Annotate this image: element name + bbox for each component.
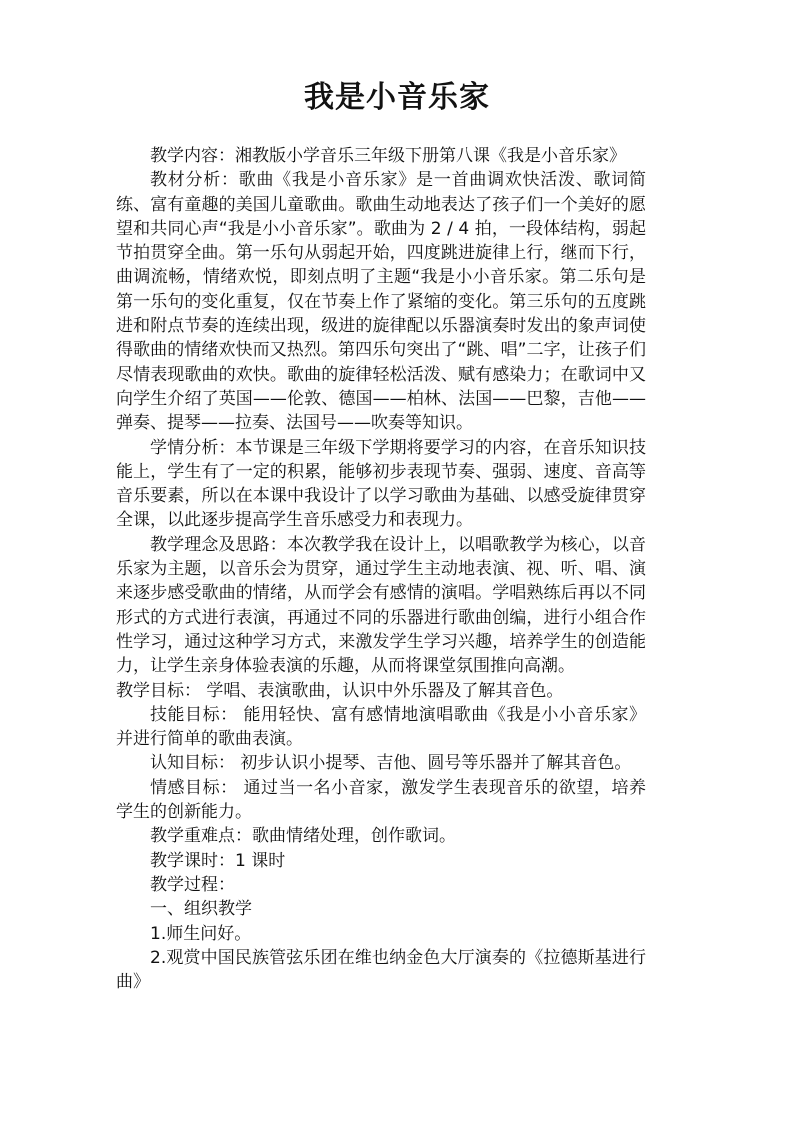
paragraph-emotional-objectives: 情感目标： 通过当一名小音家，激发学生表现音乐的欲望，培养学生的创新能力。: [116, 777, 646, 823]
paragraph-cognitive-objectives: 认知目标： 初步认识小提琴、吉他、圆号等乐器并了解其音色。: [150, 753, 632, 774]
paragraph-key-difficulties: 教学重难点：歌曲情绪处理，创作歌词。: [150, 826, 456, 847]
paragraph-teaching-process: 教学过程：: [150, 874, 235, 895]
paragraph-section-heading: 一、组织教学: [150, 899, 252, 920]
paragraph-step-1: 1.师生问好。: [150, 923, 252, 944]
paragraph-step-2: 2.观赏中国民族管弦乐团在维也纳金色大厅演奏的《拉德斯基进行曲》: [116, 947, 646, 993]
document-title: 我是小音乐家: [304, 80, 490, 115]
paragraph-material-analysis: 教材分析：歌曲《我是小音乐家》是一首曲调欢快活泼、歌词简练、富有童趣的美国儿童歌曲。歌曲生动地表达了孩子们一个美好的愿望和共同心声“我是小小音乐家”。歌曲为 2 / 4 拍，一段体结构，弱起节拍贯穿全曲。第一乐句从弱起开始，四度跳进旋律上行，继而下行，曲调流畅，情绪欢悦，即刻点明了主题“我是小小音乐家。第二乐句是第一乐句的变化重复，仅在节奏上作了紧缩的变化。第三乐句的五度跳进和附点节奏的连续出现，级进的旋律配以乐器演奏时发出的象声词使得歌曲的情绪欢快而又热烈。第四乐句突出了“跳、唱”二字，让孩子们尽情表现歌曲的欢快。歌曲的旋律轻松活泼、赋有感染力；在歌词中又向学生介绍了英国——伦敦、德国——柏林、法国——巴黎，吉他——弹奏、提琴——拉奏、法国号——吹奏等知识。: [116, 170, 646, 434]
paragraph-student-analysis: 学情分析：本节课是三年级下学期将要学习的内容，在音乐知识技能上，学生有了一定的积累，能够初步表现节奏、强弱、速度、音高等音乐要素，所以在本课中我设计了以学习歌曲为基础、以感受旋律贯穿全课，以此逐步提高学生音乐感受力和表现力。: [116, 437, 646, 531]
paragraph-teaching-philosophy: 教学理念及思路：本次教学我在设计上，以唱歌教学为核心，以音乐家为主题，以音乐会为贯穿，通过学生主动地表演、视、听、唱、演来逐步感受歌曲的情绪，从而学会有感情的演唱。学唱熟练后再以不同形式的方式进行表演，再通过不同的乐器进行歌曲创编，进行小组合作性学习，通过这种学习方式，来激发学生学习兴趣，培养学生的创造能力，让学生亲身体验表演的乐趣，从而将课堂氛围推向高潮。: [116, 534, 646, 677]
paragraph-skill-objectives: 技能目标： 能用轻快、富有感情地演唱歌曲《我是小小音乐家》并进行简单的歌曲表演。: [116, 704, 646, 750]
paragraph-class-hours: 教学课时：1 课时: [150, 850, 286, 871]
document-body: [116, 144, 646, 994]
paragraph-teaching-objectives: 教学目标： 学唱、表演歌曲，认识中外乐器及了解其音色。: [116, 680, 564, 701]
paragraph-teaching-content: 教学内容：湘教版小学音乐三年级下册第八课《我是小音乐家》: [150, 146, 626, 166]
